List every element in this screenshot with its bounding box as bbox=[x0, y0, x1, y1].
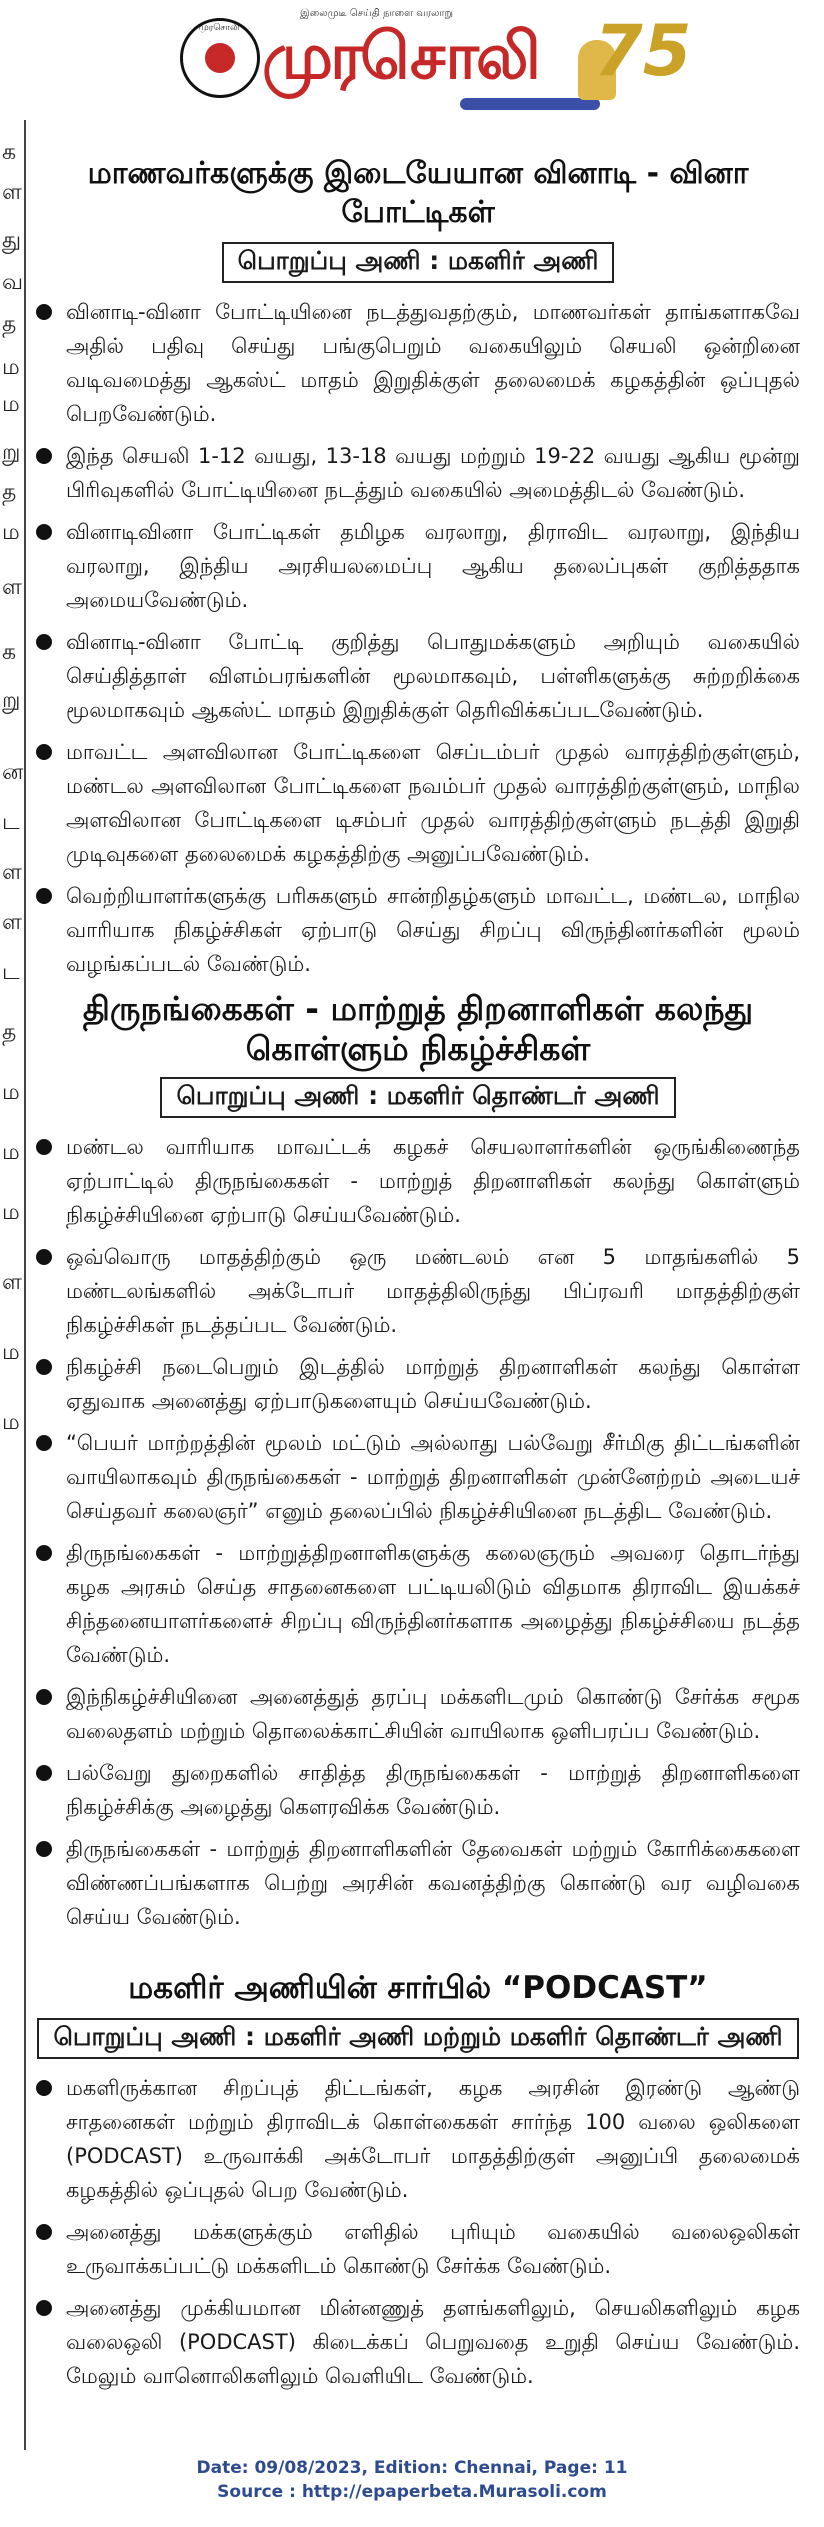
list-item-text: மண்டல வாரியாக மாவட்டக் கழகச் செயலாளர்களின் ஒருங்கிணைந்த ஏற்பாட்டில் திருநங்கைகள் - மாற்றுத் திறனாளிகள் கலந்து கொள்ளும் நிகழ்ச்சியினை ஏற்பாடு செய்யவேண்டும். bbox=[66, 1135, 800, 1227]
margin-fragment: வ bbox=[2, 270, 24, 295]
page-footer bbox=[0, 2456, 824, 2504]
article-body bbox=[36, 120, 800, 2401]
bullet-icon bbox=[36, 524, 52, 540]
list-item bbox=[36, 1756, 800, 1824]
responsible-team-box: பொறுப்பு அணி : மகளிர் அணி bbox=[222, 242, 615, 283]
list-item bbox=[36, 735, 800, 871]
bullet-icon bbox=[36, 634, 52, 650]
margin-fragment: ன bbox=[2, 760, 24, 785]
footer-source: Source : http://epaperbeta.Murasoli.com bbox=[217, 2482, 607, 2502]
responsible-team-box: பொறுப்பு அணி : மகளிர் அணி மற்றும் மகளிர் தொண்டர் அணி bbox=[37, 2018, 798, 2059]
list-item-text: ஒவ்வொரு மாதத்திற்கும் ஒரு மண்டலம் என 5 மாதங்களில் 5 மண்டலங்களில் அக்டோபர் மாதத்திலிருந்து பிப்ரவரி மாதத்திற்குள் நிகழ்ச்சிகள் நடத்தப்பட வேண்டும். bbox=[66, 1245, 800, 1337]
bullet-list bbox=[36, 295, 800, 981]
margin-fragment: க bbox=[2, 140, 17, 165]
list-item-text: அனைத்து முக்கியமான மின்னணுத் தளங்களிலும், செயலிகளிலும் கழக வலைஒலி (PODCAST) கிடைக்கப் பெறுவதை உறுதி செய்ய வேண்டும். மேலும் வானொலிகளிலும் வெளியிட வேண்டும். bbox=[66, 2296, 800, 2388]
brand-logo: முரசொலி bbox=[262, 20, 538, 94]
list-item-text: வெற்றியாளர்களுக்கு பரிசுகளும் சான்றிதழ்களும் மாவட்ட, மண்டல, மாநில வாரியாக நிகழ்ச்சிகள் ஏற்பாடு செய்து சிறப்பு விருந்தினர்களின் மூலம் வழங்கப்படல் வேண்டும். bbox=[66, 884, 800, 976]
margin-fragment: ம bbox=[2, 1200, 20, 1225]
margin-fragment: ம bbox=[2, 1410, 20, 1435]
bullet-icon bbox=[36, 1139, 52, 1155]
margin-fragment: ள bbox=[2, 910, 22, 935]
list-item-text: வினாடி-வினா போட்டி குறித்து பொதுமக்களும் அறியும் வகையில் செய்தித்தாள் விளம்பரங்களின் மூலமாகவும், பள்ளிகளுக்கு சுற்றறிக்கை மூலமாகவும் ஆகஸ்ட் மாதம் இறுதிக்குள் தெரிவிக்கப்படவேண்டும். bbox=[66, 630, 800, 722]
list-item-text: மாவட்ட அளவிலான போட்டிகளை செப்டம்பர் முதல் வாரத்திற்குள்ளும், மண்டல அளவிலான போட்டிகளை நவம்பர் முதல் வாரத்திற்குள்ளும், மாநில அளவிலான போட்டிகளை டிசம்பர் முதல் வாரத்திற்குள்ளும் நடத்தி இறுதி முடிவுகளை தலைமைக் கழகத்திற்கு அனுப்பவேண்டும். bbox=[66, 740, 800, 866]
sun-icon bbox=[205, 43, 235, 73]
list-item bbox=[36, 2215, 800, 2283]
section-heading: மகளிர் அணியின் சார்பில் “PODCAST” bbox=[128, 1970, 708, 2006]
bullet-icon bbox=[36, 1249, 52, 1265]
margin-fragment: ம bbox=[2, 1080, 20, 1105]
margin-fragment: ள bbox=[2, 575, 22, 600]
list-item bbox=[36, 2071, 800, 2207]
bullet-icon bbox=[36, 1765, 52, 1781]
list-item-text: பல்வேறு துறைகளில் சாதித்த திருநங்கைகள் - மாற்றுத் திறனாளிகளை நிகழ்ச்சிக்கு அழைத்து கௌரவிக்க வேண்டும். bbox=[66, 1761, 800, 1819]
emblem-label: முரசொலி bbox=[198, 23, 240, 33]
list-item-text: “பெயர் மாற்றத்தின் மூலம் மட்டும் அல்லாது பல்வேறு சீர்மிகு திட்டங்களின் வாயிலாகவும் திருநங்கைகள் - மாற்றுத் திறனாளிகள் முன்னேற்றம் அடையச் செய்தவர் கலைஞர்” எனும் தலைப்பில் நிகழ்ச்சியினை நடத்திட வேண்டும். bbox=[66, 1431, 800, 1523]
margin-fragment: து bbox=[2, 228, 22, 253]
list-item-text: அனைத்து மக்களுக்கும் எளிதில் புரியும் வகையில் வலைஒலிகள் உருவாக்கப்பட்டு மக்களிடம் கொண்டு சேர்க்க வேண்டும். bbox=[66, 2220, 800, 2278]
responsible-team-box: பொறுப்பு அணி : மகளிர் தொண்டர் அணி bbox=[160, 1077, 675, 1118]
list-item-text: திருநங்கைகள் - மாற்றுத் திறனாளிகளின் தேவைகள் மற்றும் கோரிக்கைகளை விண்ணப்பங்களாக பெற்று அரசின் கவனத்திற்கு கொண்டு வர வழிவகை செய்ய வேண்டும். bbox=[66, 1837, 800, 1929]
list-item-text: வினாடிவினா போட்டிகள் தமிழக வரலாறு, திராவிட வரலாறு, இந்திய வரலாறு, இந்திய அரசியலமைப்பு ஆகிய தலைப்புகள் குறித்ததாக அமையவேண்டும். bbox=[66, 520, 800, 612]
list-item-text: இந்த செயலி 1-12 வயது, 13-18 வயது மற்றும் 19-22 வயது ஆகிய மூன்று பிரிவுகளில் போட்டியினை நடத்தும் வகையில் அமைத்திடல் வேண்டும். bbox=[66, 444, 800, 502]
footer-date: Date: 09/08/2023, Edition: Chennai, Page: 11 bbox=[196, 2458, 628, 2478]
list-item bbox=[36, 1832, 800, 1934]
bullet-icon bbox=[36, 1689, 52, 1705]
bullet-list bbox=[36, 1130, 800, 1934]
margin-fragment: ம bbox=[2, 520, 20, 545]
margin-fragment: ம bbox=[2, 1340, 20, 1365]
bullet-icon bbox=[36, 304, 52, 320]
masthead bbox=[0, 0, 824, 120]
margin-fragment: த bbox=[2, 312, 17, 337]
bullet-icon bbox=[36, 2224, 52, 2240]
margin-fragment: த bbox=[2, 1020, 17, 1045]
bullet-icon bbox=[36, 1841, 52, 1857]
list-item bbox=[36, 625, 800, 727]
bullet-icon bbox=[36, 744, 52, 760]
section-heading: திருநங்கைகள் - மாற்றுத் திறனாளிகள் கலந்து கொள்ளும் நிகழ்ச்சிகள் bbox=[82, 989, 754, 1068]
margin-fragment: று bbox=[2, 440, 21, 465]
margin-fragment: ட bbox=[2, 960, 20, 985]
list-item bbox=[36, 879, 800, 981]
section-heading: மாணவர்களுக்கு இடையேயான வினாடி - வினா போட்டிகள் bbox=[87, 156, 749, 230]
margin-fragment: ள bbox=[2, 180, 22, 205]
tagline: இலைமுடீ செய்தி நாளை வரலாறு bbox=[300, 8, 453, 19]
list-item bbox=[36, 1680, 800, 1748]
margin-fragment: க bbox=[2, 640, 17, 665]
margin-fragment: ள bbox=[2, 860, 22, 885]
list-item bbox=[36, 295, 800, 431]
bullet-icon bbox=[36, 1435, 52, 1451]
list-item-text: நிகழ்ச்சி நடைபெறும் இடத்தில் மாற்றுத் திறனாளிகள் கலந்து கொள்ள ஏதுவாக அனைத்து ஏற்பாடுகளையும் செய்யவேண்டும். bbox=[66, 1355, 800, 1413]
list-item bbox=[36, 439, 800, 507]
list-item bbox=[36, 1240, 800, 1342]
emblem-icon bbox=[180, 18, 260, 98]
margin-fragment: ள bbox=[2, 1270, 22, 1295]
bullet-icon bbox=[36, 448, 52, 464]
bullet-icon bbox=[36, 2300, 52, 2316]
bullet-list bbox=[36, 2071, 800, 2393]
list-item bbox=[36, 2291, 800, 2393]
list-item bbox=[36, 1350, 800, 1418]
list-item bbox=[36, 1130, 800, 1232]
column-divider bbox=[24, 120, 26, 2450]
anniversary-logo bbox=[560, 10, 692, 110]
margin-fragment: ம bbox=[2, 392, 20, 417]
margin-fragment: த bbox=[2, 480, 17, 505]
margin-fragment: று bbox=[2, 688, 21, 713]
bullet-icon bbox=[36, 888, 52, 904]
margin-fragment: ம bbox=[2, 1140, 20, 1165]
list-item-text: மகளிருக்கான சிறப்புத் திட்டங்கள், கழக அரசின் இரண்டு ஆண்டு சாதனைகள் மற்றும் திராவிடக் கொள்கைகள் சார்ந்த 100 வலை ஒலிகளை (PODCAST) உருவாக்கி அக்டோபர் மாதத்திற்குள் அனுப்பி தலைமைக் கழகத்தில் ஒப்புதல் பெற வேண்டும். bbox=[66, 2076, 800, 2202]
left-margin-column bbox=[0, 120, 24, 2450]
anniversary-number: 75 bbox=[594, 10, 692, 92]
bullet-icon bbox=[36, 2080, 52, 2096]
margin-fragment: ட bbox=[2, 810, 20, 835]
list-item bbox=[36, 515, 800, 617]
list-item-text: வினாடி-வினா போட்டியினை நடத்துவதற்கும், மாணவர்கள் தாங்களாகவே அதில் பதிவு செய்து பங்குபெறும் வகையிலும் செயலி ஒன்றினை வடிவமைத்து ஆகஸ்ட் மாதம் இறுதிக்குள் தலைமைக் கழகத்தின் ஒப்புதல் பெறவேண்டும். bbox=[66, 300, 800, 426]
list-item bbox=[36, 1426, 800, 1528]
bullet-icon bbox=[36, 1359, 52, 1375]
list-item bbox=[36, 1536, 800, 1672]
list-item-text: இந்நிகழ்ச்சியினை அனைத்துத் தரப்பு மக்களிடமும் கொண்டு சேர்க்க சமூக வலைதளம் மற்றும் தொலைக்காட்சியின் வாயிலாக ஒளிபரப்ப வேண்டும். bbox=[66, 1685, 800, 1743]
margin-fragment: ம bbox=[2, 355, 20, 380]
bullet-icon bbox=[36, 1545, 52, 1561]
list-item-text: திருநங்கைகள் - மாற்றுத்திறனாளிகளுக்கு கலைஞரும் அவரை தொடர்ந்து கழக அரசும் செய்த சாதனைகளை பட்டியலிடும் விதமாக திராவிட இயக்கச் சிந்தனையாளர்களைச் சிறப்பு விருந்தினர்களாக அழைத்து நிகழ்ச்சியை நடத்த வேண்டும். bbox=[66, 1541, 800, 1667]
